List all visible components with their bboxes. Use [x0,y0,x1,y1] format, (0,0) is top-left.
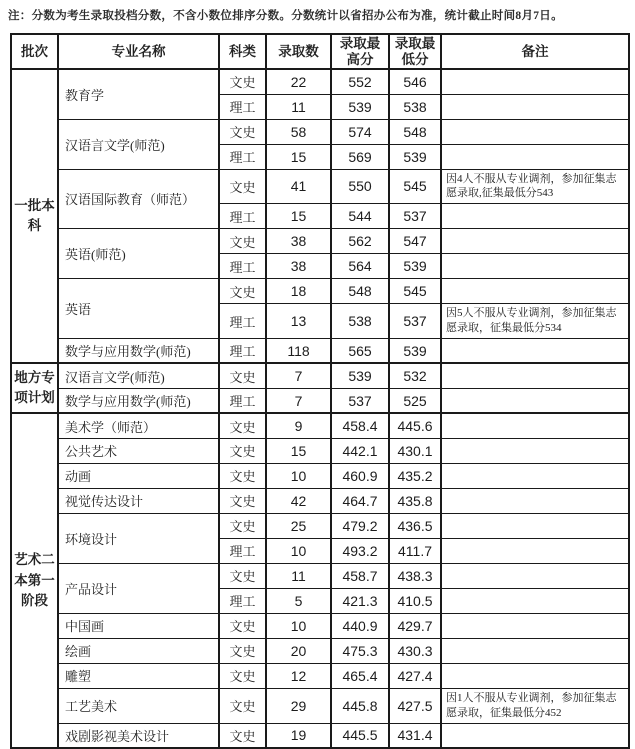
admit-count-cell: 11 [266,563,331,588]
subject-type-cell: 文史 [219,169,266,204]
major-cell: 英语(师范) [58,229,219,279]
remark-cell [441,638,629,663]
remark-cell [441,513,629,538]
header-min-score-label: 录取最低分 [394,36,436,67]
admit-count-cell: 12 [266,663,331,688]
major-cell: 美术学（师范） [58,413,219,438]
major-cell: 工艺美术 [58,688,219,723]
max-score-cell: 569 [331,144,389,169]
admit-count-cell: 42 [266,488,331,513]
batch-cell: 地方专项计划 [11,363,58,413]
remark-cell: 因1人不服从专业调剂，参加征集志愿录取，征集最低分452 [441,688,629,723]
min-score-cell: 539 [389,338,441,363]
min-score-cell: 538 [389,94,441,119]
min-score-cell: 545 [389,279,441,304]
admit-count-cell: 58 [266,119,331,144]
min-score-cell: 431.4 [389,723,441,748]
max-score-cell: 539 [331,363,389,388]
min-score-cell: 445.6 [389,413,441,438]
max-score-cell: 544 [331,204,389,229]
remark-cell: 因4人不服从专业调剂，参加征集志愿录取,征集最低分543 [441,169,629,204]
table-row [11,723,629,748]
max-score-cell: 479.2 [331,513,389,538]
subject-type-cell: 理工 [219,94,266,119]
batch-cell: 一批本科 [11,69,58,363]
remark-cell [441,488,629,513]
subject-type-cell: 理工 [219,254,266,279]
admit-count-cell: 19 [266,723,331,748]
admit-count-cell: 15 [266,438,331,463]
subject-type-cell: 理工 [219,144,266,169]
remark-cell [441,69,629,94]
remark-cell [441,538,629,563]
subject-type-cell: 文史 [219,688,266,723]
subject-type-cell: 理工 [219,204,266,229]
subject-type-cell: 文史 [219,488,266,513]
remark-cell [441,363,629,388]
major-cell: 视觉传达设计 [58,488,219,513]
major-cell: 教育学 [58,69,219,119]
remark-cell [441,723,629,748]
max-score-cell: 464.7 [331,488,389,513]
remark-cell [441,254,629,279]
max-score-cell: 445.8 [331,688,389,723]
min-score-cell: 537 [389,304,441,339]
note-text: 注：分数为考生录取投档分数，不含小数位排序分数。分数统计以省招办公布为准，统计截止时间8月7日。 [8,10,563,22]
min-score-cell: 438.3 [389,563,441,588]
subject-type-cell: 理工 [219,338,266,363]
admit-count-cell: 13 [266,304,331,339]
admit-count-cell: 10 [266,538,331,563]
subject-type-cell: 文史 [219,638,266,663]
table-row [11,688,629,723]
header-subject-type: 科类 [219,34,266,69]
remark-cell [441,563,629,588]
subject-type-cell: 文史 [219,119,266,144]
admit-count-cell: 9 [266,413,331,438]
table-row [11,69,629,94]
max-score-cell: 539 [331,94,389,119]
min-score-cell: 411.7 [389,538,441,563]
remark-cell [441,94,629,119]
max-score-cell: 538 [331,304,389,339]
scores-table [10,33,630,749]
max-score-cell: 537 [331,388,389,413]
max-score-cell: 460.9 [331,463,389,488]
remark-cell: 因5人不服从专业调剂，参加征集志愿录取，征集最低分534 [441,304,629,339]
min-score-cell: 547 [389,229,441,254]
table-row [11,229,629,254]
max-score-cell: 458.7 [331,563,389,588]
remark-cell [441,388,629,413]
header-batch: 批次 [11,34,58,69]
table-row [11,413,629,438]
min-score-cell: 430.3 [389,638,441,663]
admit-count-cell: 29 [266,688,331,723]
major-cell: 数学与应用数学(师范) [58,388,219,413]
table-row [11,119,629,144]
table-body [11,69,629,748]
admit-count-cell: 38 [266,229,331,254]
subject-type-cell: 理工 [219,388,266,413]
max-score-cell: 552 [331,69,389,94]
major-cell: 戏剧影视美术设计 [58,723,219,748]
header-min-score [389,34,441,69]
subject-type-cell: 理工 [219,304,266,339]
min-score-cell: 532 [389,363,441,388]
admit-count-cell: 10 [266,613,331,638]
min-score-cell: 435.8 [389,488,441,513]
min-score-cell: 545 [389,169,441,204]
major-cell: 雕塑 [58,663,219,688]
admit-count-cell: 15 [266,204,331,229]
remark-cell [441,413,629,438]
subject-type-cell: 理工 [219,588,266,613]
remark-cell [441,229,629,254]
max-score-cell: 493.2 [331,538,389,563]
header-max-score-label: 录取最高分 [339,36,381,67]
max-score-cell: 565 [331,338,389,363]
subject-type-cell: 理工 [219,538,266,563]
admit-count-cell: 5 [266,588,331,613]
remark-cell [441,438,629,463]
header-row [11,34,629,69]
remark-cell [441,144,629,169]
admit-count-cell: 41 [266,169,331,204]
remark-cell [441,588,629,613]
max-score-cell: 564 [331,254,389,279]
admit-count-cell: 11 [266,94,331,119]
admit-count-cell: 18 [266,279,331,304]
subject-type-cell: 文史 [219,463,266,488]
admit-count-cell: 15 [266,144,331,169]
major-cell: 中国画 [58,613,219,638]
table-row [11,638,629,663]
min-score-cell: 525 [389,388,441,413]
max-score-cell: 465.4 [331,663,389,688]
header-major: 专业名称 [58,34,219,69]
major-cell: 公共艺术 [58,438,219,463]
admit-count-cell: 7 [266,363,331,388]
min-score-cell: 539 [389,254,441,279]
subject-type-cell: 文史 [219,279,266,304]
major-cell: 英语 [58,279,219,339]
subject-type-cell: 文史 [219,513,266,538]
subject-type-cell: 文史 [219,69,266,94]
admit-count-cell: 10 [266,463,331,488]
min-score-cell: 430.1 [389,438,441,463]
batch-cell: 艺术二本第一阶段 [11,413,58,748]
table-row [11,279,629,304]
max-score-cell: 442.1 [331,438,389,463]
remark-cell [441,613,629,638]
table-row [11,363,629,388]
major-cell: 数学与应用数学(师范) [58,338,219,363]
header-max-score [331,34,389,69]
min-score-cell: 537 [389,204,441,229]
subject-type-cell: 文史 [219,363,266,388]
min-score-cell: 427.4 [389,663,441,688]
subject-type-cell: 文史 [219,413,266,438]
header-admit-count: 录取数 [266,34,331,69]
max-score-cell: 458.4 [331,413,389,438]
remark-cell [441,338,629,363]
remark-cell [441,463,629,488]
admit-count-cell: 22 [266,69,331,94]
major-cell: 汉语国际教育（师范） [58,169,219,229]
table-row [11,169,629,204]
min-score-cell: 539 [389,144,441,169]
major-cell: 产品设计 [58,563,219,613]
major-cell: 汉语言文学(师范) [58,119,219,169]
remark-cell [441,279,629,304]
admit-count-cell: 118 [266,338,331,363]
table-row [11,513,629,538]
subject-type-cell: 文史 [219,438,266,463]
table-row [11,463,629,488]
major-cell: 汉语言文学(师范) [58,363,219,388]
subject-type-cell: 文史 [219,663,266,688]
max-score-cell: 475.3 [331,638,389,663]
admit-count-cell: 7 [266,388,331,413]
min-score-cell: 429.7 [389,613,441,638]
table-row [11,663,629,688]
min-score-cell: 410.5 [389,588,441,613]
admit-count-cell: 25 [266,513,331,538]
max-score-cell: 550 [331,169,389,204]
min-score-cell: 436.5 [389,513,441,538]
table-row [11,613,629,638]
major-cell: 环境设计 [58,513,219,563]
max-score-cell: 440.9 [331,613,389,638]
max-score-cell: 562 [331,229,389,254]
max-score-cell: 574 [331,119,389,144]
table-row [11,438,629,463]
remark-cell [441,204,629,229]
major-cell: 绘画 [58,638,219,663]
min-score-cell: 427.5 [389,688,441,723]
max-score-cell: 421.3 [331,588,389,613]
remark-cell [441,663,629,688]
subject-type-cell: 文史 [219,229,266,254]
table-row [11,338,629,363]
min-score-cell: 546 [389,69,441,94]
table-row [11,488,629,513]
max-score-cell: 445.5 [331,723,389,748]
min-score-cell: 548 [389,119,441,144]
subject-type-cell: 文史 [219,563,266,588]
admit-count-cell: 38 [266,254,331,279]
subject-type-cell: 文史 [219,613,266,638]
header-remark: 备注 [441,34,629,69]
remark-cell [441,119,629,144]
major-cell: 动画 [58,463,219,488]
min-score-cell: 435.2 [389,463,441,488]
subject-type-cell: 文史 [219,723,266,748]
max-score-cell: 548 [331,279,389,304]
table-row [11,563,629,588]
admit-count-cell: 20 [266,638,331,663]
table-row [11,388,629,413]
